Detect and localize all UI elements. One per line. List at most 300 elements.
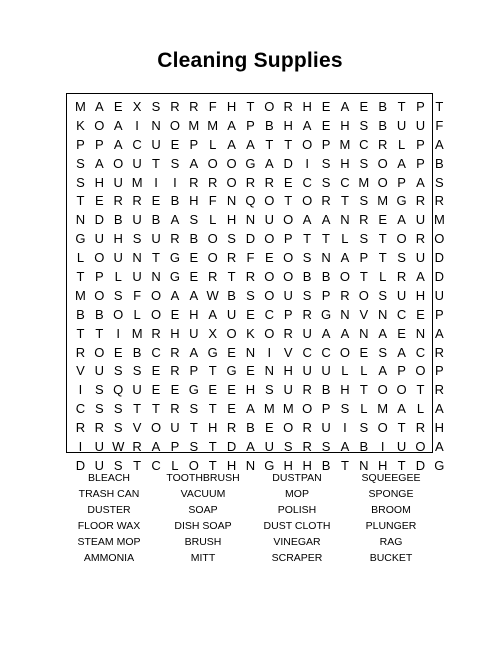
grid-letter: T xyxy=(322,231,330,247)
grid-letter: S xyxy=(359,193,369,209)
grid-letter: A xyxy=(397,155,406,171)
grid-letter: F xyxy=(435,117,444,133)
grid-letter: H xyxy=(340,382,350,398)
grid-letter: S xyxy=(132,363,142,379)
grid-letter: G xyxy=(207,344,218,360)
grid-letter: M xyxy=(263,401,275,417)
grid-letter: E xyxy=(359,344,369,360)
grid-row xyxy=(71,98,449,117)
grid-letter: F xyxy=(133,287,142,303)
grid-letter: R xyxy=(434,382,445,398)
grid-letter: T xyxy=(397,457,406,473)
grid-letter: H xyxy=(302,99,312,114)
grid-letter: A xyxy=(340,439,350,455)
grid-row xyxy=(71,249,449,268)
grid-letter: R xyxy=(245,269,256,285)
grid-letter: P xyxy=(321,287,331,303)
grid-letter: U xyxy=(321,363,331,379)
grid-letter: E xyxy=(397,325,406,341)
grid-letter: A xyxy=(416,174,425,190)
grid-letter: U xyxy=(321,420,331,436)
grid-letter: U xyxy=(415,250,426,266)
grid-letter: B xyxy=(113,212,123,228)
grid-letter: S xyxy=(359,420,369,436)
grid-letter: R xyxy=(151,325,161,341)
grid-letter: V xyxy=(132,420,142,436)
grid-letter: A xyxy=(189,287,199,303)
word-list-item: BLEACH xyxy=(87,472,130,484)
grid-letter: P xyxy=(283,306,293,322)
grid-letter: T xyxy=(95,325,104,341)
grid-letter: U xyxy=(170,420,180,436)
grid-letter: A xyxy=(340,325,350,341)
grid-letter: T xyxy=(76,193,85,209)
grid-letter: I xyxy=(116,325,121,341)
grid-letter: U xyxy=(132,155,142,171)
grid-row xyxy=(71,211,449,230)
grid-letter: A xyxy=(189,344,199,360)
grid-letter: R xyxy=(170,363,180,379)
grid-letter: A xyxy=(435,136,444,152)
grid-letter: I xyxy=(380,439,385,455)
word-list xyxy=(62,470,438,566)
grid-letter: U xyxy=(226,306,237,322)
grid-letter: U xyxy=(94,231,105,247)
grid-letter: S xyxy=(227,231,236,247)
grid-letter: N xyxy=(75,212,86,228)
grid-letter: U xyxy=(132,212,142,228)
grid-letter: S xyxy=(359,231,369,247)
grid-letter: S xyxy=(265,382,274,398)
grid-letter: P xyxy=(95,136,104,152)
grid-letter: O xyxy=(264,193,275,209)
grid-letter: C xyxy=(75,401,86,417)
grid-letter: E xyxy=(208,382,218,398)
grid-letter: E xyxy=(170,306,180,322)
grid-letter: R xyxy=(434,193,445,209)
grid-letter: S xyxy=(113,420,123,436)
grid-letter: R xyxy=(321,193,331,209)
grid-letter: S xyxy=(359,117,369,133)
grid-letter: O xyxy=(339,269,350,285)
grid-letter: R xyxy=(434,344,445,360)
grid-letter: R xyxy=(283,99,293,114)
grid-letter: S xyxy=(302,250,312,266)
grid-row xyxy=(71,438,449,457)
grid-letter: T xyxy=(76,269,85,285)
grid-letter: F xyxy=(208,99,217,114)
grid-letter: X xyxy=(132,99,142,114)
grid-letter: U xyxy=(283,382,293,398)
grid-letter: O xyxy=(113,155,124,171)
grid-letter: R xyxy=(302,382,312,398)
grid-letter: S xyxy=(113,287,123,303)
grid-letter: U xyxy=(415,117,426,133)
grid-letter: M xyxy=(207,117,219,133)
grid-letter: A xyxy=(208,306,218,322)
grid-letter: E xyxy=(113,99,123,114)
grid-letter: H xyxy=(189,306,199,322)
grid-letter: O xyxy=(264,287,275,303)
grid-letter: B xyxy=(151,212,161,228)
grid-letter: R xyxy=(264,174,275,190)
grid-row xyxy=(71,400,449,419)
grid-letter: C xyxy=(321,344,331,360)
grid-letter: T xyxy=(284,193,293,209)
grid-letter: S xyxy=(321,439,331,455)
grid-letter: A xyxy=(95,99,104,114)
grid-letter: R xyxy=(283,325,293,341)
grid-letter: R xyxy=(189,174,199,190)
grid-letter: O xyxy=(94,250,105,266)
grid-letter: L xyxy=(341,363,349,379)
grid-letter: A xyxy=(189,155,199,171)
grid-letter: R xyxy=(189,99,199,114)
word-list-item: BROOM xyxy=(371,504,411,516)
grid-letter: P xyxy=(76,136,85,152)
grid-letter: G xyxy=(188,382,199,398)
grid-letter: I xyxy=(305,155,309,171)
grid-letter: O xyxy=(377,174,388,190)
grid-letter: R xyxy=(226,420,237,436)
grid-letter: T xyxy=(378,250,387,266)
grid-letter: R xyxy=(113,193,123,209)
grid-letter: O xyxy=(226,155,237,171)
grid-row xyxy=(71,381,449,400)
grid-letter: A xyxy=(151,439,161,455)
grid-letter: R xyxy=(75,420,86,436)
grid-letter: L xyxy=(209,136,217,152)
grid-letter: S xyxy=(189,212,199,228)
grid-letter: N xyxy=(321,250,331,266)
grid-letter: K xyxy=(76,117,85,133)
grid-letter: H xyxy=(207,420,218,436)
grid-letter: T xyxy=(133,401,142,417)
grid-letter: I xyxy=(267,344,272,360)
grid-letter: P xyxy=(321,136,331,152)
grid-letter: H xyxy=(189,193,199,209)
grid-letter: U xyxy=(113,250,123,266)
grid-letter: U xyxy=(151,231,161,247)
grid-letter: O xyxy=(264,269,275,285)
grid-letter: S xyxy=(340,401,350,417)
grid-letter: T xyxy=(208,439,217,455)
grid-letter: G xyxy=(169,269,180,285)
word-list-item: TOOTHBRUSH xyxy=(166,472,240,484)
grid-letter: A xyxy=(397,344,406,360)
grid-letter: N xyxy=(359,325,369,341)
grid-letter: E xyxy=(283,174,293,190)
word-list-item: BRUSH xyxy=(184,536,222,548)
grid-letter: N xyxy=(245,212,256,228)
grid-letter: P xyxy=(397,363,406,379)
grid-letter: L xyxy=(416,401,425,417)
grid-letter: P xyxy=(170,439,180,455)
grid-letter: S xyxy=(170,155,180,171)
grid-letter: I xyxy=(154,174,158,190)
grid-letter: O xyxy=(150,287,162,303)
word-list-item: AMMONIA xyxy=(83,552,135,564)
grid-letter: D xyxy=(415,457,426,473)
grid-letter: T xyxy=(340,193,349,209)
grid-letter: V xyxy=(76,363,85,379)
grid-letter: H xyxy=(378,457,388,473)
grid-letter: U xyxy=(264,439,275,455)
grid-letter: T xyxy=(397,420,406,436)
grid-letter: E xyxy=(170,382,180,398)
grid-letter: S xyxy=(378,287,388,303)
grid-letter: E xyxy=(246,306,255,322)
grid-letter: A xyxy=(95,155,104,171)
grid-letter: T xyxy=(416,382,425,398)
grid-letter: A xyxy=(378,363,388,379)
grid-letter: H xyxy=(170,325,180,341)
grid-letter: A xyxy=(302,212,312,228)
grid-letter: A xyxy=(246,401,255,417)
grid-letter: R xyxy=(170,401,180,417)
grid-letter: S xyxy=(302,287,312,303)
grid-letter: S xyxy=(189,401,199,417)
word-list-item: BUCKET xyxy=(369,552,413,564)
grid-letter: R xyxy=(170,99,180,114)
word-list-item: DUSTPAN xyxy=(272,472,322,484)
grid-letter: P xyxy=(416,99,425,114)
grid-letter: E xyxy=(151,382,161,398)
grid-letter: S xyxy=(321,155,331,171)
grid-letter: C xyxy=(151,344,161,360)
grid-letter: R xyxy=(340,287,350,303)
grid-letter: I xyxy=(78,439,83,455)
word-list-item: FLOOR WAX xyxy=(77,520,141,532)
grid-letter: D xyxy=(226,439,237,455)
grid-letter: H xyxy=(113,231,123,247)
grid-letter: L xyxy=(133,306,141,322)
grid-letter: U xyxy=(94,363,105,379)
grid-letter: L xyxy=(360,363,368,379)
grid-letter: B xyxy=(378,99,388,114)
grid-letter: E xyxy=(321,117,331,133)
grid-letter: G xyxy=(169,250,180,266)
grid-letter: U xyxy=(434,287,445,303)
grid-row xyxy=(71,362,449,381)
grid-letter: M xyxy=(377,193,389,209)
grid-letter: A xyxy=(435,439,444,455)
grid-letter: O xyxy=(94,287,105,303)
grid-letter: B xyxy=(170,193,180,209)
grid-letter: C xyxy=(302,344,312,360)
grid-letter: U xyxy=(132,382,142,398)
grid-letter: M xyxy=(358,174,370,190)
grid-letter: E xyxy=(95,193,104,209)
grid-letter: B xyxy=(321,457,331,473)
grid-letter: S xyxy=(151,99,161,114)
grid-letter: A xyxy=(340,250,350,266)
grid-letter: H xyxy=(415,287,426,303)
grid-letter: S xyxy=(189,439,199,455)
grid-letter: O xyxy=(283,269,294,285)
grid-letter: S xyxy=(435,174,444,190)
grid-letter: N xyxy=(340,306,350,322)
grid-letter: N xyxy=(378,306,388,322)
grid-letter: O xyxy=(302,401,313,417)
grid-letter: G xyxy=(396,193,407,209)
grid-letter: O xyxy=(169,117,180,133)
grid-letter: G xyxy=(226,363,237,379)
grid-letter: G xyxy=(75,231,86,247)
grid-letter: A xyxy=(113,136,123,152)
grid-letter: S xyxy=(95,382,104,398)
grid-letter: O xyxy=(226,174,237,190)
grid-letter: T xyxy=(378,231,387,247)
grid-letter: T xyxy=(208,401,217,417)
grid-letter: D xyxy=(434,269,445,285)
grid-letter: E xyxy=(227,382,236,398)
grid-letter: P xyxy=(189,363,199,379)
grid-letter: M xyxy=(188,117,200,133)
grid-letter: A xyxy=(340,99,350,114)
grid-letter: R xyxy=(415,193,426,209)
grid-letter: S xyxy=(246,287,255,303)
grid-letter: W xyxy=(112,439,125,455)
grid-letter: T xyxy=(359,382,368,398)
grid-letter: V xyxy=(359,306,369,322)
grid-letter: O xyxy=(264,231,275,247)
grid-row xyxy=(71,306,449,325)
grid-letter: H xyxy=(283,363,293,379)
word-list-item: SCRAPER xyxy=(271,552,323,564)
grid-letter: P xyxy=(416,136,425,152)
grid-letter: S xyxy=(113,457,123,473)
grid-letter: T xyxy=(152,155,160,171)
grid-letter: U xyxy=(396,287,407,303)
grid-letter: X xyxy=(208,325,218,341)
grid-letter: A xyxy=(246,439,255,455)
grid-letter: R xyxy=(94,420,105,436)
grid-letter: A xyxy=(435,401,444,417)
grid-letter: E xyxy=(378,212,388,228)
grid-letter: S xyxy=(76,174,85,190)
grid-letter: N xyxy=(264,363,275,379)
grid-letter: C xyxy=(302,174,312,190)
word-list-item: DISH SOAP xyxy=(174,520,232,532)
grid-letter: D xyxy=(434,250,445,266)
grid-letter: C xyxy=(132,136,142,152)
grid-letter: N xyxy=(226,193,237,209)
grid-letter: A xyxy=(227,136,236,152)
grid-letter: R xyxy=(359,212,369,228)
grid-letter: O xyxy=(358,287,369,303)
word-list-item: SQUEEGEE xyxy=(361,472,421,484)
puzzle-title: Cleaning Supplies xyxy=(157,49,343,72)
grid-letter: S xyxy=(132,231,142,247)
grid-letter: G xyxy=(434,457,445,473)
grid-letter: A xyxy=(113,117,123,133)
grid-letter: P xyxy=(283,231,293,247)
word-list-item: MITT xyxy=(190,552,216,564)
grid-letter: A xyxy=(170,212,180,228)
grid-letter: S xyxy=(359,155,369,171)
grid-letter: O xyxy=(113,306,124,322)
grid-letter: S xyxy=(113,363,123,379)
grid-letter: L xyxy=(76,250,85,266)
grid-letter: N xyxy=(340,212,350,228)
grid-letter: R xyxy=(170,231,180,247)
grid-letter: O xyxy=(283,250,294,266)
grid-letter: H xyxy=(434,420,445,436)
grid-letter: U xyxy=(302,325,312,341)
grid-letter: T xyxy=(227,269,236,285)
grid-letter: E xyxy=(246,363,255,379)
grid-letter: P xyxy=(435,306,444,322)
grid-letter: O xyxy=(396,382,407,398)
grid-letter: S xyxy=(113,401,123,417)
grid-row xyxy=(71,117,449,136)
word-list-item: MOP xyxy=(285,488,309,500)
grid-letter: U xyxy=(132,269,142,285)
grid-letter: O xyxy=(434,231,445,247)
letter-grid-border xyxy=(66,93,445,473)
grid-letter: N xyxy=(245,344,256,360)
grid-letter: B xyxy=(435,155,444,171)
grid-letter: O xyxy=(264,99,275,114)
grid-letter: P xyxy=(416,155,425,171)
word-list-item: SPONGE xyxy=(368,488,414,500)
grid-letter: S xyxy=(321,174,331,190)
grid-letter: B xyxy=(246,420,255,436)
grid-letter: T xyxy=(208,457,217,473)
grid-letter: E xyxy=(170,136,180,152)
grid-letter: R xyxy=(132,193,142,209)
grid-letter: H xyxy=(340,155,350,171)
grid-letter: L xyxy=(171,457,179,473)
grid-letter: U xyxy=(264,212,275,228)
grid-row xyxy=(71,287,449,306)
grid-letter: R xyxy=(415,420,426,436)
grid-letter: S xyxy=(283,439,293,455)
grid-letter: A xyxy=(435,325,444,341)
grid-letter: G xyxy=(245,155,256,171)
grid-letter: H xyxy=(283,457,293,473)
grid-letter: T xyxy=(340,457,349,473)
grid-letter: H xyxy=(283,117,293,133)
grid-letter: C xyxy=(359,136,369,152)
grid-letter: O xyxy=(415,439,426,455)
grid-letter: T xyxy=(189,420,198,436)
word-list-item: PLUNGER xyxy=(365,520,417,532)
grid-letter: D xyxy=(283,155,293,171)
grid-letter: U xyxy=(302,363,312,379)
grid-row xyxy=(71,136,449,155)
grid-letter: O xyxy=(207,231,218,247)
grid-letter: R xyxy=(207,174,218,190)
grid-letter: O xyxy=(377,420,388,436)
grid-letter: H xyxy=(340,117,350,133)
grid-letter: H xyxy=(226,99,237,114)
grid-letter: B xyxy=(321,382,331,398)
grid-letter: B xyxy=(189,231,199,247)
grid-letter: B xyxy=(227,287,236,303)
grid-letter: O xyxy=(415,363,426,379)
word-list-item: SOAP xyxy=(188,504,218,516)
grid-letter: U xyxy=(94,439,105,455)
grid-letter: E xyxy=(321,99,331,114)
grid-letter: R xyxy=(302,420,312,436)
grid-letter: C xyxy=(340,174,350,190)
grid-letter: N xyxy=(151,269,161,285)
grid-letter: B xyxy=(132,344,142,360)
grid-letter: W xyxy=(206,287,219,303)
grid-letter: E xyxy=(227,344,236,360)
